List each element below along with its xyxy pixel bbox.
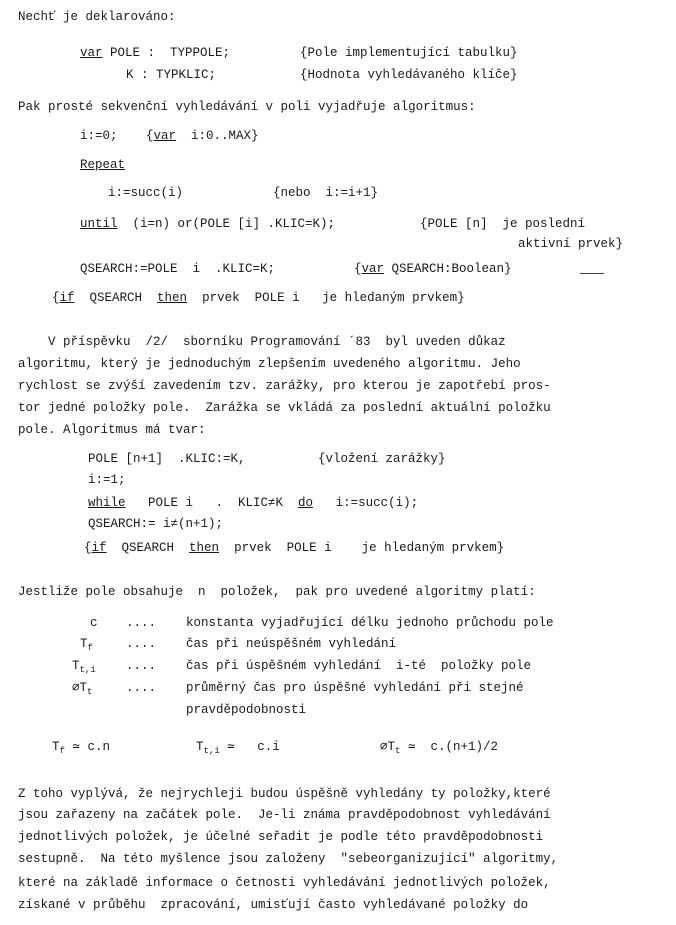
keyword-if: if (59, 291, 75, 305)
comment-text: prvek POLE i je hledaným prvkem} (219, 541, 505, 555)
keyword-repeat: Repeat (80, 158, 126, 172)
formula-rest: ≃ c.(n+1)/2 (400, 740, 498, 754)
subscript: f (59, 746, 65, 756)
paragraph-line: rychlost se zvýší zavedením tzv. zarážky, pro kterou je zapotřebí pros- (18, 379, 551, 393)
comment-text: i:0..MAX} (176, 129, 259, 143)
algo2-line1-comment: {vložení zarážky} (318, 452, 446, 466)
algo1-final-comment (52, 291, 465, 306)
stats-intro: Jestliže pole obsahuje n položek, pak pro uvedené algoritmy platí: (18, 585, 536, 599)
symbol: T (52, 740, 60, 754)
declaration-text: POLE : TYPPOLE; (102, 46, 231, 60)
algo1-init-comment (146, 129, 259, 144)
keyword-if: if (91, 541, 107, 555)
paragraph-line: jsou zařazeny na začátek pole. Je-li známa pravděpodobnost vyhledávání (18, 808, 551, 822)
algo1-init: i:=0; (80, 129, 118, 143)
while-condition: POLE i . KLIC≠K (125, 496, 299, 510)
algo1-until-comment-2: aktivní prvek} (518, 237, 624, 251)
paragraph-line: V příspěvku /2/ sborníku Programování ´83 byl uveden důkaz (18, 335, 506, 349)
comment-text: QSEARCH (106, 541, 190, 555)
formula-rest: ≃ c.i (219, 740, 280, 754)
symbol: ⌀T (72, 681, 88, 695)
comment-text: QSEARCH (74, 291, 158, 305)
keyword-var: var (153, 129, 177, 143)
algo2-final-comment (84, 541, 504, 556)
definition-symbol (72, 681, 92, 700)
definition-symbol (80, 637, 93, 656)
subscript: t,i (79, 665, 96, 675)
keyword-var: var (80, 46, 103, 60)
definition-text: čas při úspěšném vyhledání i-té položky pole (186, 659, 532, 673)
keyword-var: var (361, 262, 385, 276)
algo2-while (88, 496, 418, 511)
algo1-succ: i:=succ(i) (108, 186, 184, 200)
definition-dots: .... (126, 659, 157, 673)
while-body: i:=succ(i); (313, 496, 419, 510)
paragraph-line: tor jedné položky pole. Zarážka se vkládá za poslední aktuální položku (18, 401, 551, 415)
keyword-while: while (88, 496, 126, 510)
comment-text: QSEARCH:Boolean} (384, 262, 512, 276)
algo2-line1: POLE [n+1] .KLIC:=K, (88, 452, 246, 466)
algo1-qsearch: QSEARCH:=POLE i .KLIC=K; (80, 262, 276, 276)
declaration-2: K : TYPKLIC; (126, 68, 217, 82)
paragraph-line: které na základě informace o četnosti vyhledávání jednotlivých položek, (18, 876, 551, 890)
paragraph-line: jednotlivých položek, je účelné seřadit je podle této pravděpodobnosti (18, 830, 544, 844)
stray-mark (580, 273, 604, 274)
until-condition: (i=n) or(POLE [i] .KLIC=K); (117, 217, 336, 231)
paragraph-line: sestupně. Na této myšlence jsou založeny "sebeorganizující" algoritmy, (18, 852, 559, 866)
formula-rest: ≃ c.n (64, 740, 110, 754)
definition-dots: .... (126, 616, 157, 630)
formula-tti (196, 740, 280, 759)
definition-dots: .... (126, 681, 157, 695)
brace: { (354, 262, 362, 276)
paragraph-line: Z toho vyplývá, že nejrychleji budou úspěšně vyhledány ty položky,které (18, 787, 551, 801)
brace: { (146, 129, 154, 143)
symbol: ⌀T (380, 740, 396, 754)
keyword-then: then (157, 291, 188, 305)
subscript: t (395, 746, 401, 756)
symbol: c (90, 616, 98, 630)
definition-dots: .... (126, 637, 157, 651)
brace: { (52, 291, 60, 305)
definition-symbol (90, 616, 98, 635)
algo2-line2: i:=1; (88, 473, 126, 487)
paragraph-line: algoritmu, který je jednoduchým zlepšením uvedeného algoritmu. Jeho (18, 357, 521, 371)
paragraph-line: získané v průběhu zpracování, umisťují často vyhledávané položky do (18, 898, 529, 912)
comment-text: prvek POLE i je hledaným prvkem} (187, 291, 465, 305)
definition-continuation: pravděpodobnosti (186, 703, 307, 717)
subscript: f (87, 643, 93, 653)
formula-tf (52, 740, 110, 759)
formula-avg-tt (380, 740, 498, 759)
algo1-until-comment-1: {POLE [n] je poslední (420, 217, 586, 231)
definition-text: čas při neúspěšném vyhledání (186, 637, 397, 651)
algo2-line4: QSEARCH:= i≠(n+1); (88, 517, 224, 531)
declaration-1 (80, 46, 230, 61)
subscript: t (87, 687, 93, 697)
keyword-until: until (80, 217, 118, 231)
paragraph-line: pole. Algoritmus má tvar: (18, 423, 206, 437)
algo1-until (80, 217, 335, 232)
keyword-do: do (298, 496, 314, 510)
definition-text: průměrný čas pro úspěšné vyhledání při stejné (186, 681, 524, 695)
declaration-2-comment: {Hodnota vyhledávaného klíče} (300, 68, 518, 82)
symbol: T (72, 659, 80, 673)
keyword-then: then (189, 541, 220, 555)
definition-symbol (72, 659, 96, 678)
subscript: t,i (203, 746, 220, 756)
declaration-1-comment: {Pole implementující tabulku} (300, 46, 518, 60)
intro-line: Nechť je deklarováno: (18, 10, 176, 24)
algo1-qsearch-comment (354, 262, 512, 277)
algo1-intro: Pak prosté sekvenční vyhledávání v poli vyjadřuje algoritmus: (18, 100, 476, 114)
symbol: T (80, 637, 88, 651)
symbol: T (196, 740, 204, 754)
brace: { (84, 541, 92, 555)
algo1-succ-comment: {nebo i:=i+1} (273, 186, 379, 200)
definition-text: konstanta vyjadřující délku jednoho průchodu pole (186, 616, 554, 630)
